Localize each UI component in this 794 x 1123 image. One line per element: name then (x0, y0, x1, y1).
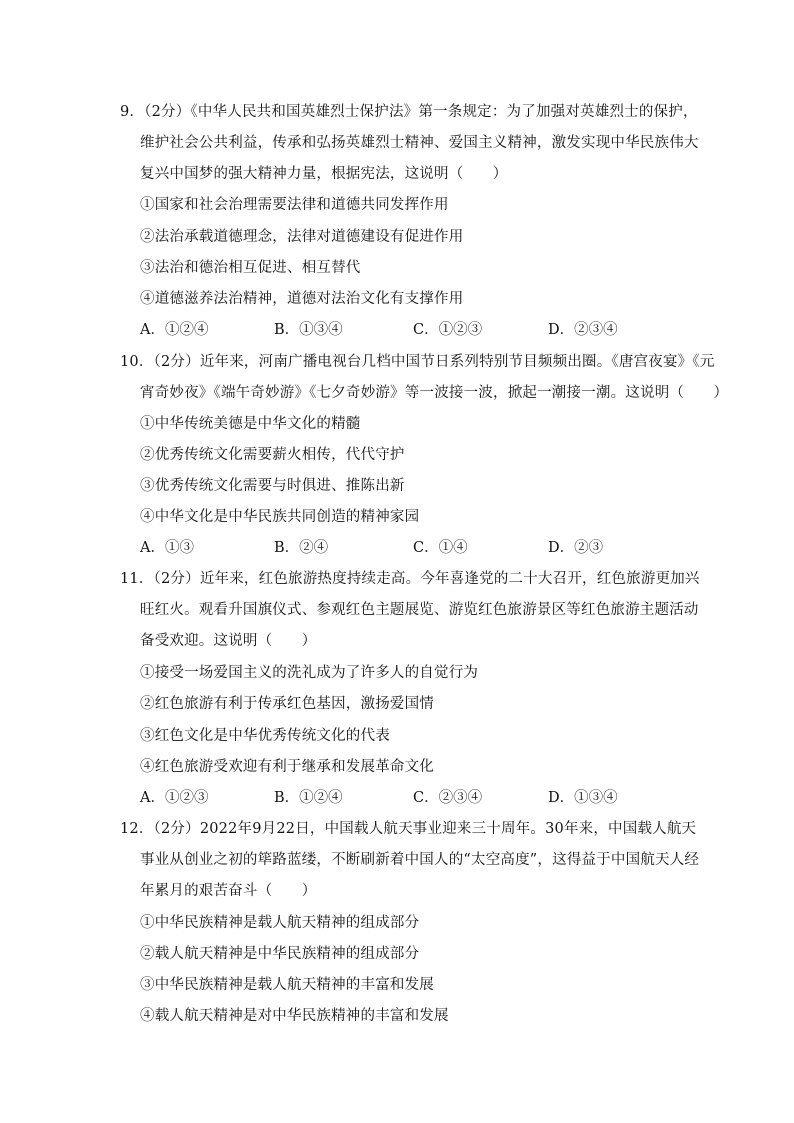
answer-option-a: A．①③ (140, 540, 194, 556)
answer-option-b: B．①②④ (274, 790, 343, 806)
question-stem-line: 旺红火。观看升国旗仪式、参观红色主题展览、游览红色旅游景区等红色旅游主题活动 (140, 602, 699, 618)
answer-option-c: C．①②③ (413, 322, 483, 338)
statement-2: ②载人航天精神是中华民族精神的组成部分 (140, 946, 420, 962)
statement-4: ④道德滋养法治精神，道德对法治文化有支撑作用 (140, 291, 464, 307)
statement-3: ③优秀传统文化需要与时俱进、推陈出新 (140, 478, 405, 494)
answer-option-a: A．①②④ (140, 322, 209, 338)
question-stem-line: 年累月的艰苦奋斗（ ） (140, 883, 317, 899)
statement-1: ①接受一场爱国主义的洗礼成为了许多人的自觉行为 (140, 665, 479, 681)
question-stem-line: 事业从创业之初的筚路蓝缕，不断刷新着中国人的“太空高度”，这得益于中国航天人经 (140, 852, 700, 868)
statement-2: ②优秀传统文化需要薪火相传，代代守护 (140, 447, 405, 463)
statement-2: ②法治承载道德理念，法律对道德建设有促进作用 (140, 229, 464, 245)
question-stem-line: 12．（2分）2022年9月22日，中国载人航天事业迎来三十周年。30年来，中国载人航天 (120, 821, 697, 837)
statement-4: ④载人航天精神是对中华民族精神的丰富和发展 (140, 1008, 449, 1024)
answer-option-b: B．①③④ (274, 322, 343, 338)
question-stem-line: 宵奇妙夜》《端午奇妙游》《七夕奇妙游》等一波接一波，掀起一潮接一潮。这说明（ ） (140, 385, 729, 401)
statement-1: ①中华民族精神是载人航天精神的组成部分 (140, 915, 420, 931)
question-stem-line: 9．（2分）《中华人民共和国英雄烈士保护法》第一条规定：为了加强对英雄烈士的保护， (120, 104, 698, 120)
answer-option-d: D．①③④ (548, 790, 618, 806)
answer-option-d: D．②③④ (548, 322, 618, 338)
question-stem-line: 维护社会公共利益，传承和弘扬英雄烈士精神、爱国主义精神，激发实现中华民族伟大 (140, 135, 699, 151)
statement-4: ④中华文化是中华民族共同创造的精神家园 (140, 509, 420, 525)
question-stem-line: 11．（2分）近年来，红色旅游热度持续走高。今年喜逢党的二十大召开，红色旅游更加兴 (120, 571, 700, 587)
question-stem-line: 复兴中国梦的强大精神力量，根据宪法，这说明（ ） (140, 166, 508, 182)
answer-option-d: D．②③ (548, 540, 604, 556)
statement-3: ③法治和德治相互促进、相互替代 (140, 260, 361, 276)
answer-option-c: C．①④ (413, 540, 468, 556)
statement-1: ①中华传统美德是中华文化的精髓 (140, 416, 361, 432)
question-stem-line: 备受欢迎。这说明（ ） (140, 633, 317, 649)
statement-1: ①国家和社会治理需要法律和道德共同发挥作用 (140, 197, 449, 213)
answer-option-a: A．①②③ (140, 790, 209, 806)
statement-4: ④红色旅游受欢迎有利于继承和发展革命文化 (140, 759, 434, 775)
statement-3: ③红色文化是中华优秀传统文化的代表 (140, 728, 390, 744)
question-stem-line: 10．（2分）近年来，河南广播电视台几档中国节日系列特别节目频频出圈。《唐宫夜宴》《元 (120, 354, 715, 370)
statement-2: ②红色旅游有利于传承红色基因，激扬爱国情 (140, 696, 434, 712)
statement-3: ③中华民族精神是载人航天精神的丰富和发展 (140, 977, 434, 993)
answer-option-b: B．②④ (274, 540, 329, 556)
answer-option-c: C．②③④ (413, 790, 483, 806)
